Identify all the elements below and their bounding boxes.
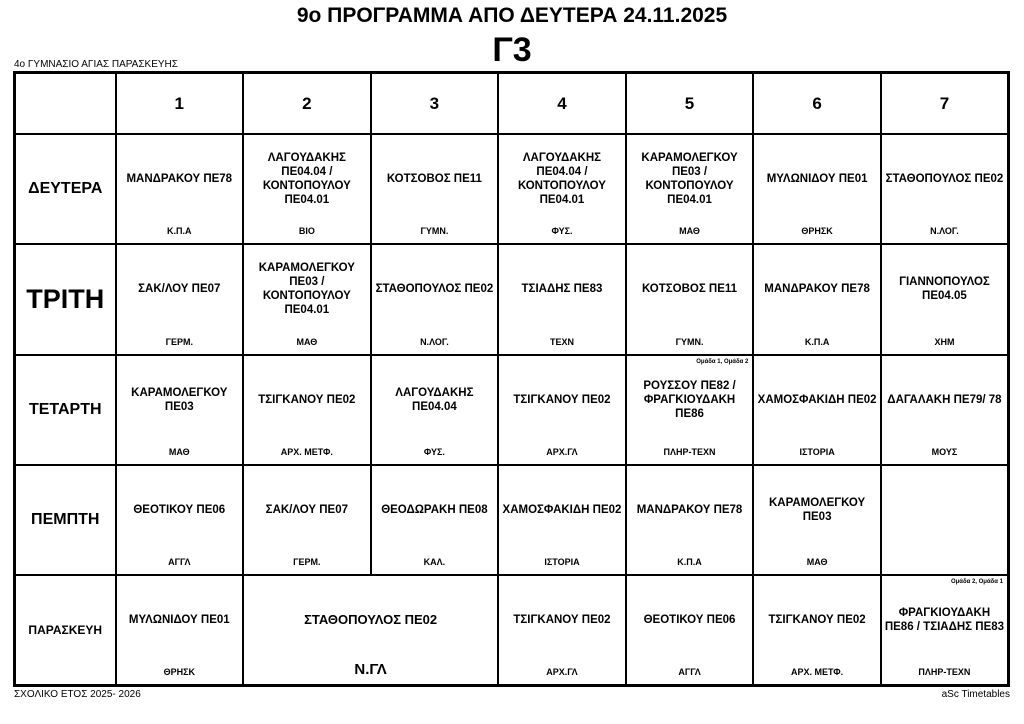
teacher-name: ΛΑΓΟΥΔΑΚΗΣ ΠΕ04.04 / ΚΟΝΤΟΠΟΥΛΟΥ ΠΕ04.01 [517,152,606,207]
teacher-name: ΣΤΑΘΟΠΟΥΛΟΣ ΠΕ02 [375,283,494,296]
day-name: ΔΕΥΤΕΡΑ [15,134,116,244]
subject-name: ΜΟΥΣ [931,446,958,457]
teacher-name: ΦΡΑΓΚΙΟΥΔΑΚΗ ΠΕ86 / ΤΣΙΑΔΗΣ ΠΕ83 [884,606,1005,633]
period-number: 3 [371,73,499,135]
lesson-cell [498,134,626,244]
lesson-cell [626,244,754,354]
lesson-cell [371,244,499,354]
school-year: ΣΧΟΛΙΚΟ ΕΤΟΣ 2025- 2026 [14,689,141,700]
teacher-name: ΚΟΤΣΟΒΟΣ ΠΕ11 [386,173,482,186]
lesson-cell [881,355,1009,465]
lesson-cell [116,465,244,575]
lesson-cell [881,134,1009,244]
teacher-name: ΤΣΙΓΚΑΝΟΥ ΠΕ02 [513,613,611,626]
timetable [13,71,1010,687]
subject-name: ΦΥΣ. [551,226,573,237]
period-number: 1 [116,73,244,135]
class-name: Γ3 [492,31,532,69]
lesson-cell [371,355,499,465]
lesson-cell [498,465,626,575]
subject-name: ΙΣΤΟΡΙΑ [544,556,580,567]
subject-name: Ν.ΛΟΓ. [930,226,959,237]
group-label: Ομάδα 2, Ομάδα 1 [950,578,1003,585]
teacher-name: ΜΑΝΔΡΑΚΟΥ ΠΕ78 [636,503,743,516]
teacher-name: ΧΑΜΟΣΦΑΚΙΔΗ ΠΕ02 [757,393,877,406]
software-credit: aSc Timetables [941,689,1010,700]
day-row [15,575,1009,686]
lesson-cell [371,465,499,575]
teacher-name: ΜΥΛΩΝΙΔΟΥ ΠΕ01 [766,173,868,186]
teacher-name: ΓΙΑΝΝΟΠΟΥΛΟΣ ΠΕ04.05 [899,276,990,303]
period-header-row [15,73,1009,135]
lesson-cell [243,355,371,465]
subject-name: ΜΑΘ [806,556,828,567]
lesson-cell [753,134,881,244]
teacher-name: ΜΑΝΔΡΑΚΟΥ ΠΕ78 [126,173,233,186]
subject-name: Ν.ΓΛ [354,661,387,678]
subject-name: ΓΕΡΜ. [293,556,321,567]
day-row [15,244,1009,354]
teacher-name: ΤΣΙΓΚΑΝΟΥ ΠΕ02 [513,393,611,406]
day-name: ΤΡΙΤΗ [15,244,116,354]
subject-name: ΙΣΤΟΡΙΑ [799,446,835,457]
teacher-name: ΘΕΟΤΙΚΟΥ ΠΕ06 [133,503,226,516]
lesson-cell [753,465,881,575]
lesson-cell [116,244,244,354]
lesson-cell [881,244,1009,354]
teacher-name: ΣΤΑΘΟΠΟΥΛΟΣ ΠΕ02 [304,611,438,627]
period-number: 7 [881,73,1009,135]
teacher-name: ΚΑΡΑΜΟΛΕΓΚΟΥ ΠΕ03 / ΚΟΝΤΟΠΟΥΛΟΥ ΠΕ04.01 [258,262,355,317]
subject-name: ΑΓΓΛ [678,667,701,677]
lesson-cell [626,465,754,575]
lesson-cell [753,575,881,686]
lesson-cell [626,355,754,465]
subject-name: ΓΥΜΝ. [675,336,704,347]
period-number: 5 [626,73,754,135]
subject-name: Κ.Π.Α [167,226,192,237]
period-number: 4 [498,73,626,135]
teacher-name: ΤΣΙΑΔΗΣ ΠΕ83 [521,283,603,296]
lesson-cell [116,575,244,686]
subject-name: ΒΙΟ [298,226,315,237]
teacher-name: ΡΟΥΣΣΟΥ ΠΕ82 / ΦΡΑΓΚΙΟΥΔΑΚΗ ΠΕ86 [643,379,736,420]
subject-name: ΑΓΓΛ [168,556,191,567]
day-name: ΤΕΤΑΡΤΗ [15,355,116,465]
subject-name: ΧΗΜ [934,336,955,347]
subject-name: ΓΥΜΝ. [420,226,449,237]
teacher-name: ΤΣΙΓΚΑΝΟΥ ΠΕ02 [258,393,356,406]
teacher-name: ΚΑΡΑΜΟΛΕΓΚΟΥ ΠΕ03 [768,496,866,523]
lesson-cell [116,134,244,244]
teacher-name: ΣΤΑΘΟΠΟΥΛΟΣ ΠΕ02 [885,173,1004,186]
teacher-name: ΣΑΚ/ΛΟΥ ΠΕ07 [265,503,348,516]
teacher-name: ΛΑΓΟΥΔΑΚΗΣ ΠΕ04.04 [395,386,474,413]
period-number: 2 [243,73,371,135]
lesson-cell [498,575,626,686]
subject-name: ΠΛΗΡ-ΤΕΧΝ [663,446,716,457]
subject-name: ΓΕΡΜ. [165,336,193,347]
teacher-name: ΚΑΡΑΜΟΛΕΓΚΟΥ ΠΕ03 [131,386,228,413]
lesson-cell [371,134,499,244]
empty-cell [881,465,1009,575]
day-row [15,134,1009,244]
lesson-cell [498,355,626,465]
teacher-name: ΘΕΟΤΙΚΟΥ ΠΕ06 [643,613,736,626]
school-name: 4ο ΓΥΜΝΑΣΙΟ ΑΓΙΑΣ ΠΑΡΑΣΚΕΥΗΣ [14,59,178,70]
subject-name: ΘΡΗΣΚ [801,226,833,237]
lesson-cell-double [243,575,498,686]
teacher-name: ΣΑΚ/ΛΟΥ ΠΕ07 [138,283,221,296]
subject-name: ΠΛΗΡ-ΤΕΧΝ [918,667,971,677]
lesson-cell [881,575,1009,686]
teacher-name: ΚΟΤΣΟΒΟΣ ΠΕ11 [641,283,738,296]
lesson-cell [498,244,626,354]
subject-name: ΑΡΧ. ΜΕΤΦ. [280,446,333,457]
subject-name: Κ.Π.Α [677,556,702,567]
teacher-name: ΘΕΟΔΩΡΑΚΗ ΠΕ08 [381,503,488,516]
lesson-cell [116,355,244,465]
corner-cell [15,73,116,135]
teacher-name: ΧΑΜΟΣΦΑΚΙΔΗ ΠΕ02 [502,503,622,516]
subject-name: ΜΑΘ [296,336,318,347]
subject-name: ΜΑΘ [679,226,700,237]
teacher-name: ΔΑΓΑΛΑΚΗ ΠΕ79/ 78 [887,393,1002,406]
subject-name: ΦΥΣ. [423,446,445,457]
group-label: Ομάδα 1, Ομάδα 2 [696,358,749,365]
subject-name: ΑΡΧ.ΓΛ [546,446,578,457]
subject-name: ΤΕΧΝ [549,336,574,347]
lesson-cell [243,465,371,575]
day-name: ΠΕΜΠΤΗ [15,465,116,575]
schedule-title: 9ο ΠΡΟΓΡΑΜΜΑ ΑΠΟ ΔΕΥΤΕΡΑ 24.11.2025 [296,4,728,27]
teacher-name: ΤΣΙΓΚΑΝΟΥ ΠΕ02 [768,613,866,626]
teacher-name: ΜΥΛΩΝΙΔΟΥ ΠΕ01 [128,613,230,626]
day-row [15,355,1009,465]
subject-name: Κ.Π.Α [804,336,830,347]
lesson-cell [243,134,371,244]
subject-name: ΚΑΛ. [423,556,446,567]
lesson-cell [626,134,754,244]
teacher-name: ΜΑΝΔΡΑΚΟΥ ΠΕ78 [764,283,870,296]
subject-name: ΑΡΧ. ΜΕΤΦ. [791,667,844,677]
lesson-cell [753,355,881,465]
teacher-name: ΚΑΡΑΜΟΛΕΓΚΟΥ ΠΕ03 / ΚΟΝΤΟΠΟΥΛΟΥ ΠΕ04.01 [641,152,738,207]
teacher-name: ΛΑΓΟΥΔΑΚΗΣ ΠΕ04.04 / ΚΟΝΤΟΠΟΥΛΟΥ ΠΕ04.01 [262,152,351,207]
lesson-cell [243,244,371,354]
lesson-cell [753,244,881,354]
subject-name: Ν.ΛΟΓ. [420,336,449,347]
subject-name: ΘΡΗΣΚ [163,667,195,677]
day-name: ΠΑΡΑΣΚΕΥΗ [15,575,116,686]
subject-name: ΑΡΧ.ΓΛ [546,667,578,677]
subject-name: ΜΑΘ [168,446,190,457]
lesson-cell [626,575,754,686]
day-row [15,465,1009,575]
period-number: 6 [753,73,881,135]
